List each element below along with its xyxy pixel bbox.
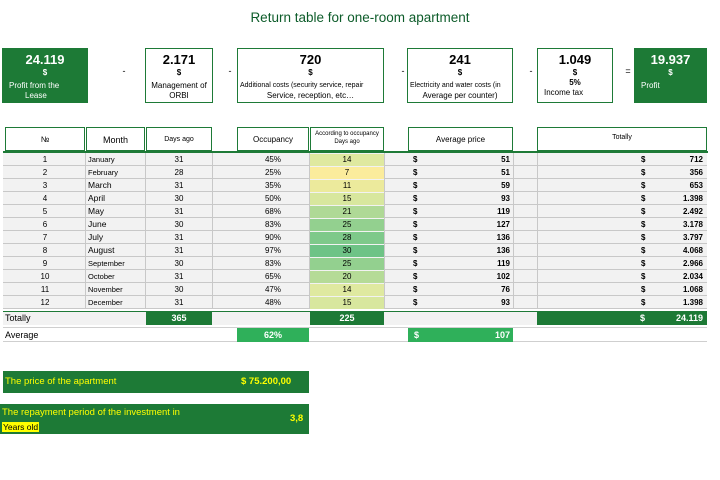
- summary-label-line2: Average per counter): [422, 91, 498, 100]
- summary-percent: 5%: [569, 78, 581, 87]
- cell-occupancy-days: 14: [342, 285, 352, 294]
- cell-occupancy: 83%: [264, 259, 281, 268]
- cell-average-price: 51: [501, 168, 510, 177]
- cell-number: 5: [42, 207, 48, 216]
- cell-occupancy-days: 28: [342, 233, 352, 242]
- cell-occupancy: 25%: [264, 168, 281, 177]
- cell-occupancy-days: 7: [344, 168, 350, 177]
- apartment-price-bar: [3, 371, 309, 393]
- cell-total: 2.492: [682, 207, 703, 216]
- header-average-price: Average price: [408, 127, 513, 151]
- cell-month: April: [88, 193, 106, 203]
- cell-total: 712: [689, 155, 703, 164]
- cell-month: May: [88, 206, 105, 216]
- cell-price-currency: $: [413, 181, 418, 190]
- summary-value: 2.171: [162, 52, 196, 67]
- cell-price-currency: $: [413, 246, 418, 255]
- cell-number: 10: [40, 272, 50, 281]
- summary-currency: $: [457, 68, 463, 77]
- summary-label-line1: Additional costs (security service, repair: [240, 82, 364, 89]
- summary-label-line2: Lease: [25, 91, 47, 100]
- cell-average-price: 136: [496, 233, 510, 242]
- summary-label-line1: Management of: [151, 81, 207, 90]
- cell-occupancy-days: 15: [342, 194, 352, 203]
- summary-value: 1.049: [558, 52, 592, 67]
- cell-total-currency: $: [641, 246, 646, 255]
- cell-occupancy: 45%: [264, 155, 281, 164]
- cell-total: 2.034: [682, 272, 703, 281]
- cell-occupancy-days: 21: [342, 207, 352, 216]
- cell-average-price: 127: [496, 220, 510, 229]
- summary-label-line1: Income tax: [544, 88, 584, 97]
- cell-total: 1.398: [682, 298, 703, 307]
- summary-operator: -: [122, 66, 126, 76]
- summary-box-2: [145, 48, 213, 103]
- cell-total-currency: $: [641, 285, 646, 294]
- totals-amount: 24.119: [675, 313, 703, 323]
- cell-days: 31: [174, 207, 184, 216]
- cell-occupancy-days: 25: [342, 220, 352, 229]
- summary-box-5: [537, 48, 613, 103]
- summary-currency: $: [42, 68, 48, 77]
- cell-average-price: 59: [501, 181, 510, 190]
- column-divider: [537, 153, 538, 309]
- average-row-bg: [3, 327, 707, 342]
- cell-price-currency: $: [413, 194, 418, 203]
- cell-average-price: 136: [496, 246, 510, 255]
- cell-total-currency: $: [641, 298, 646, 307]
- cell-number: 2: [42, 168, 48, 177]
- cell-number: 7: [42, 233, 48, 242]
- summary-value: 24.119: [25, 52, 65, 67]
- cell-days: 31: [174, 155, 184, 164]
- cell-average-price: 76: [501, 285, 510, 294]
- column-divider: [145, 153, 146, 309]
- repayment-unit: Years old: [3, 422, 39, 432]
- summary-currency: $: [668, 68, 673, 77]
- cell-number: 6: [42, 220, 48, 229]
- cell-price-currency: $: [413, 168, 418, 177]
- cell-occupancy-days: 14: [342, 155, 352, 164]
- totals-currency: $: [640, 313, 646, 323]
- cell-month: October: [88, 272, 115, 281]
- cell-total-currency: $: [641, 181, 646, 190]
- summary-label-line1: Electricity and water costs (in: [410, 82, 501, 89]
- cell-month: December: [88, 298, 123, 307]
- cell-occupancy-days: 15: [342, 298, 352, 307]
- cell-month: February: [88, 168, 119, 177]
- summary-operator: -: [228, 66, 232, 76]
- summary-operator: -: [401, 66, 405, 76]
- average-price-value: 107: [494, 330, 510, 340]
- cell-days: 30: [174, 285, 184, 294]
- header-occupancy-days-line2: Days ago: [334, 139, 360, 145]
- cell-number: 4: [42, 194, 48, 203]
- cell-days: 31: [174, 246, 184, 255]
- summary-value: 241: [449, 52, 471, 67]
- cell-average-price: 119: [497, 207, 510, 216]
- repayment-label: The repayment period of the investment in: [2, 407, 180, 418]
- column-divider: [309, 153, 310, 309]
- cell-occupancy: 47%: [264, 285, 281, 294]
- column-divider: [384, 153, 385, 309]
- repayment-value: 3,8: [290, 413, 304, 424]
- cell-total-currency: $: [641, 155, 646, 164]
- cell-price-currency: $: [413, 285, 418, 294]
- summary-box-4: [407, 48, 513, 103]
- header-num: №: [5, 127, 85, 151]
- cell-occupancy-days: 30: [342, 246, 352, 255]
- totals-days: 365: [146, 311, 212, 325]
- cell-average-price: 102: [496, 272, 510, 281]
- cell-number: 9: [42, 259, 48, 268]
- cell-month: January: [88, 155, 115, 164]
- cell-occupancy-days: 11: [342, 181, 352, 190]
- cell-occupancy: 90%: [264, 233, 281, 242]
- cell-number: 11: [40, 285, 50, 294]
- summary-currency: $: [176, 68, 182, 77]
- cell-days: 31: [174, 298, 184, 307]
- cell-month: July: [88, 232, 104, 242]
- cell-total: 653: [689, 181, 703, 190]
- cell-occupancy: 48%: [264, 298, 281, 307]
- summary-box-3: [237, 48, 384, 103]
- cell-total-currency: $: [641, 220, 646, 229]
- column-divider: [513, 153, 514, 309]
- cell-month: September: [88, 259, 125, 268]
- header-occupancy-days: [310, 127, 384, 151]
- cell-total-currency: $: [641, 272, 646, 281]
- summary-currency: $: [308, 68, 313, 77]
- cell-total-currency: $: [641, 168, 646, 177]
- cell-total-currency: $: [641, 259, 646, 268]
- cell-average-price: 119: [497, 259, 510, 268]
- cell-price-currency: $: [413, 298, 418, 307]
- cell-days: 30: [174, 220, 184, 229]
- column-divider: [212, 153, 213, 309]
- totals-occ-days: 225: [310, 311, 384, 325]
- cell-occupancy: 68%: [264, 207, 281, 216]
- cell-days: 31: [174, 272, 184, 281]
- cell-days: 31: [174, 181, 184, 190]
- cell-occupancy: 35%: [264, 181, 281, 190]
- cell-total: 1.068: [682, 285, 703, 294]
- cell-price-currency: $: [413, 259, 418, 268]
- cell-occupancy: 97%: [264, 246, 281, 255]
- cell-total: 3.797: [682, 233, 703, 242]
- column-divider: [85, 153, 86, 309]
- header-days: Days ago: [146, 127, 212, 151]
- cell-total: 1.398: [682, 194, 703, 203]
- summary-label-line2: Service, reception, etc…: [266, 91, 355, 100]
- totals-label: Totally: [5, 313, 31, 323]
- average-price-currency: $: [414, 330, 420, 340]
- header-occupancy: Occupancy: [237, 127, 309, 151]
- cell-occupancy: 50%: [264, 194, 281, 203]
- summary-label-line1: Profit from the: [9, 81, 60, 90]
- apartment-price-value: $ 75.200,00: [241, 376, 292, 387]
- header-month: Month: [86, 127, 145, 151]
- cell-average-price: 93: [501, 194, 510, 203]
- cell-total-currency: $: [641, 207, 646, 216]
- cell-total: 4.068: [682, 246, 703, 255]
- cell-total-currency: $: [641, 233, 646, 242]
- summary-box-6: [634, 48, 707, 103]
- cell-occupancy-days: 25: [342, 259, 352, 268]
- cell-month: August: [88, 245, 115, 255]
- cell-number: 3: [42, 181, 48, 190]
- summary-label-line1: Profit: [641, 81, 660, 90]
- cell-average-price: 51: [501, 155, 510, 164]
- cell-price-currency: $: [413, 272, 418, 281]
- summary-currency: $: [572, 68, 578, 77]
- cell-total: 356: [689, 168, 703, 177]
- header-totally: Totally: [537, 127, 707, 151]
- cell-average-price: 93: [501, 298, 510, 307]
- cell-number: 12: [40, 298, 50, 307]
- cell-price-currency: $: [413, 220, 418, 229]
- summary-value: 720: [299, 52, 322, 67]
- summary-operator: -: [529, 66, 533, 76]
- cell-month: March: [88, 180, 112, 190]
- repayment-bar: [0, 404, 309, 434]
- cell-days: 30: [174, 194, 184, 203]
- page-title: Return table for one-room apartment: [250, 10, 470, 25]
- summary-operator: =: [625, 66, 631, 76]
- cell-month: June: [88, 219, 107, 229]
- summary-value: 19.937: [650, 52, 691, 67]
- cell-number: 1: [42, 155, 48, 164]
- average-label: Average: [5, 330, 39, 340]
- cell-total: 3.178: [682, 220, 703, 229]
- header-occupancy-days-line1: According to occupancy: [315, 131, 379, 137]
- apartment-price-label: The price of the apartment: [5, 376, 117, 387]
- cell-total-currency: $: [641, 194, 646, 203]
- cell-days: 31: [174, 233, 184, 242]
- cell-occupancy: 83%: [264, 220, 281, 229]
- average-occupancy: 62%: [237, 328, 309, 342]
- cell-price-currency: $: [413, 155, 418, 164]
- cell-month: November: [88, 285, 123, 294]
- cell-days: 30: [174, 259, 184, 268]
- cell-occupancy: 65%: [264, 272, 281, 281]
- cell-days: 28: [174, 168, 184, 177]
- cell-total: 2.966: [682, 259, 703, 268]
- summary-box-1: [2, 48, 88, 103]
- cell-price-currency: $: [413, 207, 418, 216]
- cell-price-currency: $: [413, 233, 418, 242]
- summary-label-line2: ORBI: [169, 91, 189, 100]
- cell-number: 8: [42, 246, 48, 255]
- cell-occupancy-days: 20: [342, 272, 352, 281]
